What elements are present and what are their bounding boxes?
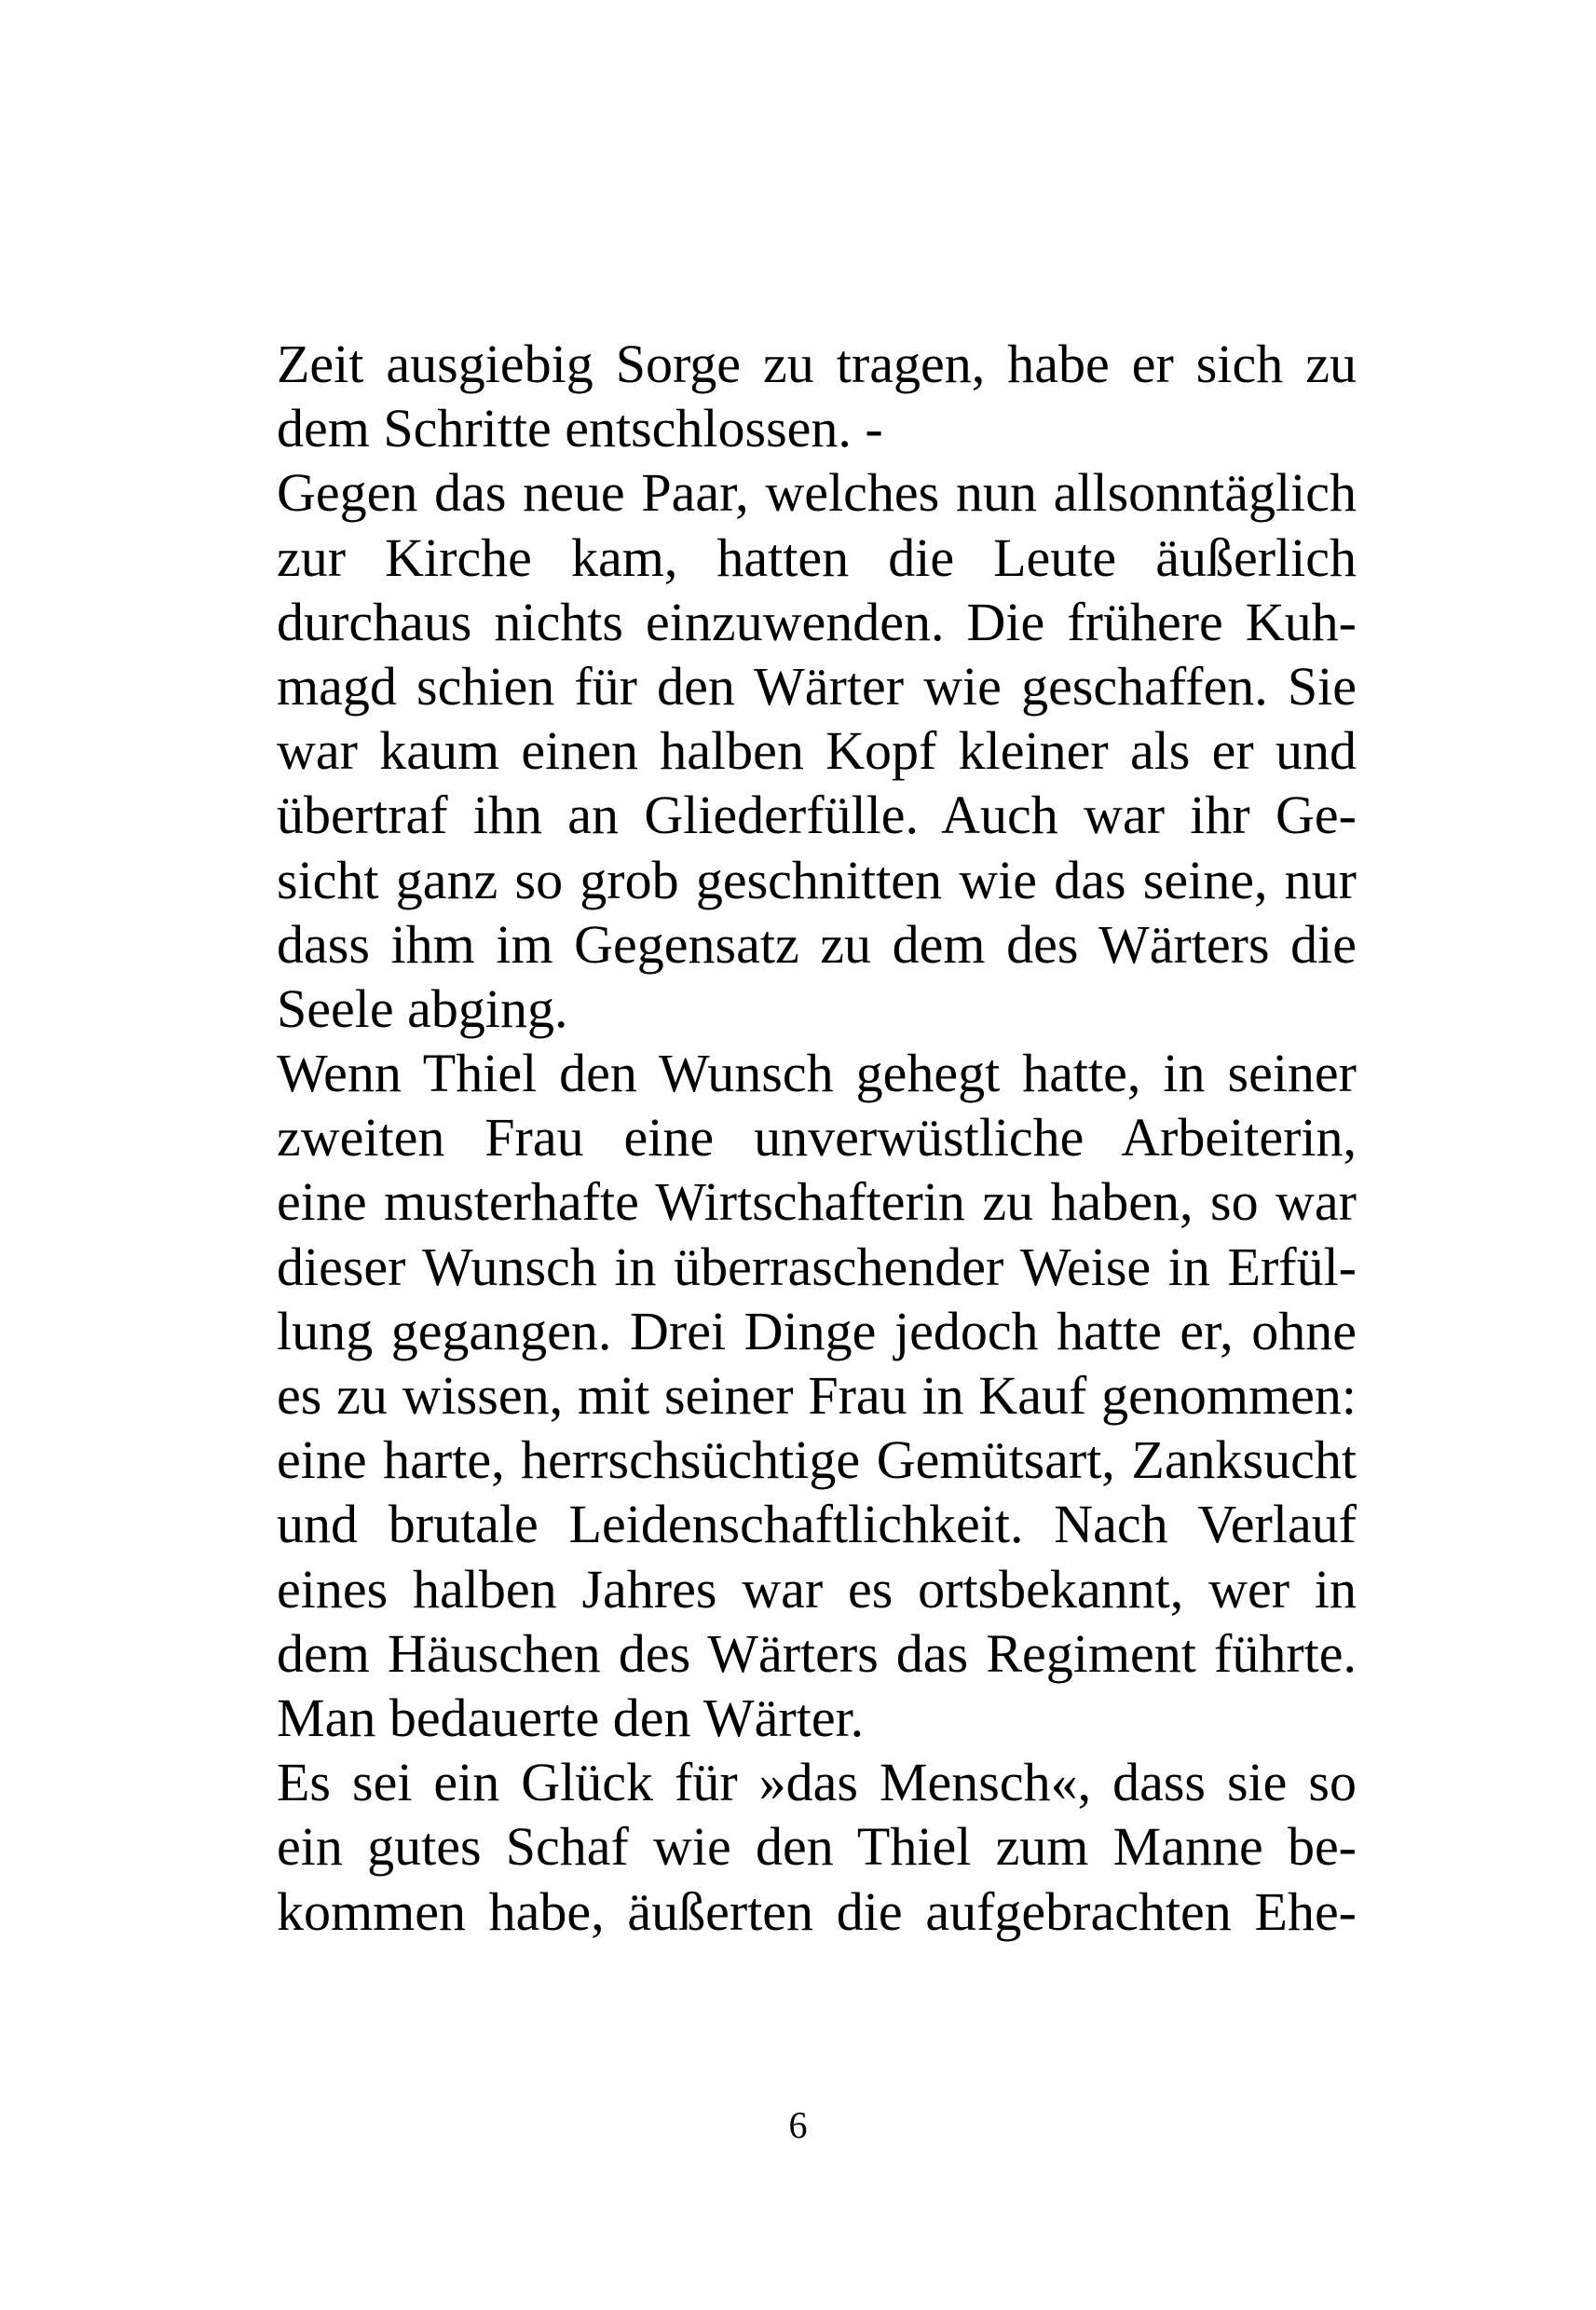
text-line: Zeit ausgiebig Sorge zu tragen, habe er sich zu	[277, 334, 1357, 394]
text-line: und brutale Leidenschaftlichkeit. Nach Verlauf	[277, 1494, 1357, 1555]
text-line: magd schien für den Wärter wie geschaffen. Sie	[277, 655, 1357, 717]
text-line: durchaus nichts einzuwenden. Die frühere Kuh-	[277, 591, 1357, 652]
page-number: 6	[788, 2104, 808, 2146]
text-line: sicht ganz so grob geschnitten wie das seine, nur	[277, 849, 1357, 910]
text-line: Man bedauerte den Wärter.	[277, 1687, 865, 1748]
body-text	[277, 332, 1357, 1944]
text-line: Wenn Thiel den Wunsch gehegt hatte, in seiner	[277, 1043, 1357, 1104]
text-line: dieser Wunsch in überraschender Weise in Erfül-	[277, 1236, 1357, 1297]
text-line: es zu wissen, mit seiner Frau in Kauf genommen:	[277, 1365, 1357, 1426]
text-line: übertraf ihn an Gliederfülle. Auch war ihr Ge-	[277, 785, 1357, 846]
text-line: kommen habe, äußerten die aufgebrachten Ehe-	[277, 1880, 1357, 1942]
text-line: eine musterhafte Wirtschafterin zu haben, so war	[277, 1171, 1357, 1233]
text-line: dass ihm im Gegensatz zu dem des Wärters die	[277, 913, 1357, 975]
text-line: zweiten Frau eine unverwüstliche Arbeiterin,	[277, 1107, 1357, 1169]
text-line: dem Häuschen des Wärters das Regiment führte.	[277, 1622, 1357, 1684]
text-line: eines halben Jahres war es ortsbekannt, wer in	[277, 1558, 1357, 1620]
text-line: Gegen das neue Paar, welches nun allsonntäglich	[277, 462, 1357, 524]
text-line: zur Kirche kam, hatten die Leute äußerlich	[277, 526, 1357, 588]
text-line: war kaum einen halben Kopf kleiner als er und	[277, 720, 1357, 782]
text-line: ein gutes Schaf wie den Thiel zum Manne be-	[277, 1816, 1357, 1878]
text-line: lung gegangen. Drei Dinge jedoch hatte er, ohne	[277, 1300, 1357, 1361]
text-line: Seele abging.	[277, 977, 568, 1039]
text-line: Es sei ein Glück für »das Mensch«, dass sie so	[277, 1752, 1357, 1813]
text-line: eine harte, herrschsüchtige Gemütsart, Zanksucht	[277, 1429, 1357, 1491]
text-line: dem Schritte entschlossen. -	[277, 398, 883, 459]
